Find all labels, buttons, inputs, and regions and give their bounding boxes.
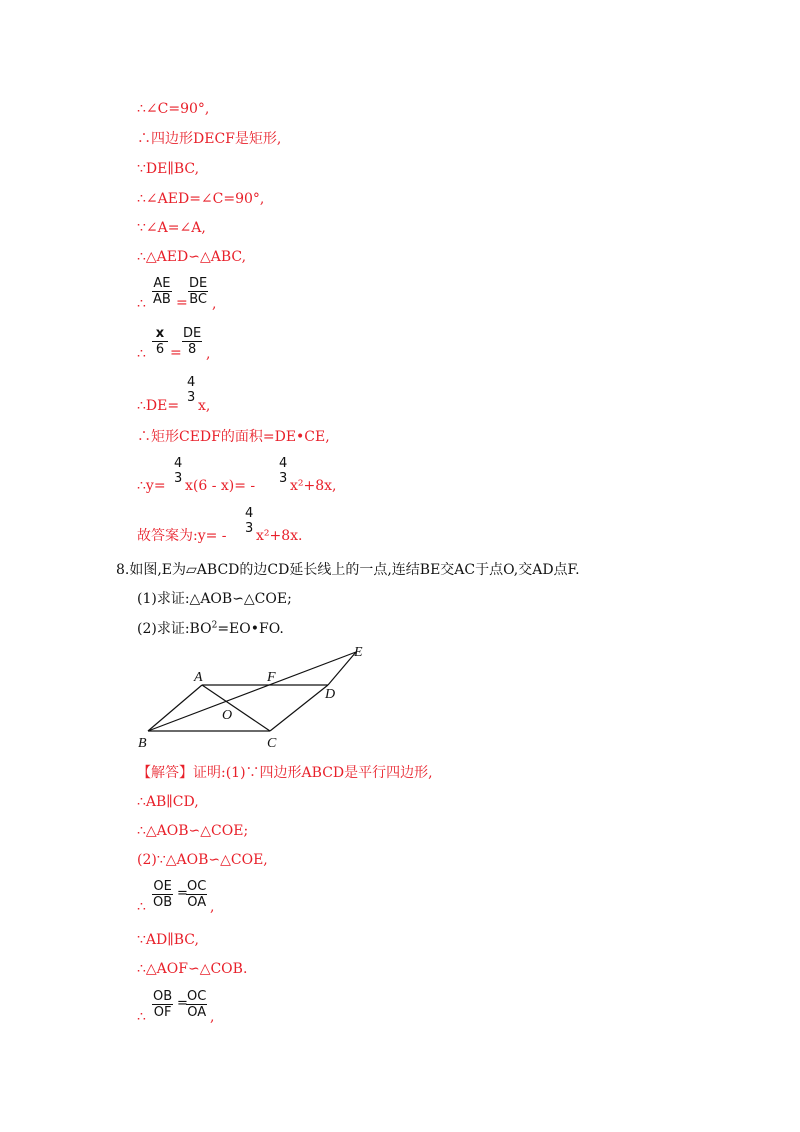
fraction-4-3-answer: 4 3 — [245, 506, 254, 536]
fraction-oe-ob: $\frac{OE}{OB}$ — [153, 879, 173, 910]
fraction-oc-oa: $\frac{OC}{OA}$ — [187, 879, 207, 910]
fraction-ob-of: $\frac{OB}{OF}$ — [153, 989, 173, 1020]
line-angle-aed: ∴∠AED=∠C=90°, — [137, 191, 265, 207]
fraction-4-3-b: 4 3 — [279, 456, 288, 486]
solution-line-7: ∴△AOF∽△COB. — [137, 961, 248, 977]
fraction-oc-oa-2: $\frac{OC}{OA}$ — [187, 989, 207, 1020]
solution-line-3: ∴△AOB∽△COE; — [137, 823, 249, 839]
segment-ab — [148, 685, 202, 731]
label-b: B — [138, 736, 147, 751]
fraction-4-3-a: 4 3 — [174, 456, 183, 486]
solution-line-4: (2)∵△AOB∽△COE, — [137, 852, 268, 868]
label-f: F — [267, 670, 276, 685]
solution-line-1: 【解答】证明:(1)∵四边形ABCD是平行四边形, — [137, 765, 433, 781]
fraction-x-6: $\frac{x}{6}$ — [152, 326, 168, 357]
problem-8-statement — [116, 561, 580, 579]
line-rectangle-decf: ∴四边形DECF是矩形, — [137, 131, 282, 147]
label-e: E — [354, 645, 363, 660]
label-c: C — [267, 736, 277, 751]
fraction-de-8: $\frac{DE}{8}$ — [183, 326, 202, 357]
problem-8-question-2: (2)求证$:BO^2=EO•FO$. — [137, 620, 284, 637]
solution-line-2: ∴AB∥CD, — [137, 794, 199, 810]
label-d: D — [325, 687, 336, 702]
fraction-ae-ab: $\frac{AE}{AB}$ — [153, 276, 171, 307]
problem-text: 如图,E为▱ABCD的边CD延长线上的一点,连结BE交AC于点O,交AD点F. — [129, 562, 580, 578]
label-o: O — [222, 708, 233, 723]
line-de-parallel-bc: ∵DE∥BC, — [137, 161, 200, 177]
fraction-4-3: 4 3 — [187, 375, 196, 405]
problem-8-question-1: (1)求证:△AOB∽△COE; — [137, 591, 292, 607]
label-a: A — [194, 670, 203, 685]
solution-tag: 【解答】 — [137, 765, 193, 781]
line-rectangle-area: ∴矩形CEDF的面积=DE•CE, — [137, 429, 330, 445]
solution-line-6: ∵AD∥BC, — [137, 932, 199, 948]
fraction-de-bc: $\frac{DE}{BC}$ — [189, 276, 208, 307]
line-similar-triangles: ∴△AED∽△ABC, — [137, 249, 247, 265]
segment-dc — [270, 685, 328, 731]
problem-number: 8. — [116, 562, 130, 578]
line-angle-c: ∴∠C=90°, — [137, 101, 210, 117]
line-angle-a: ∵∠A=∠A, — [137, 220, 206, 236]
parallelogram-figure — [130, 640, 380, 755]
segment-ac — [202, 685, 270, 731]
